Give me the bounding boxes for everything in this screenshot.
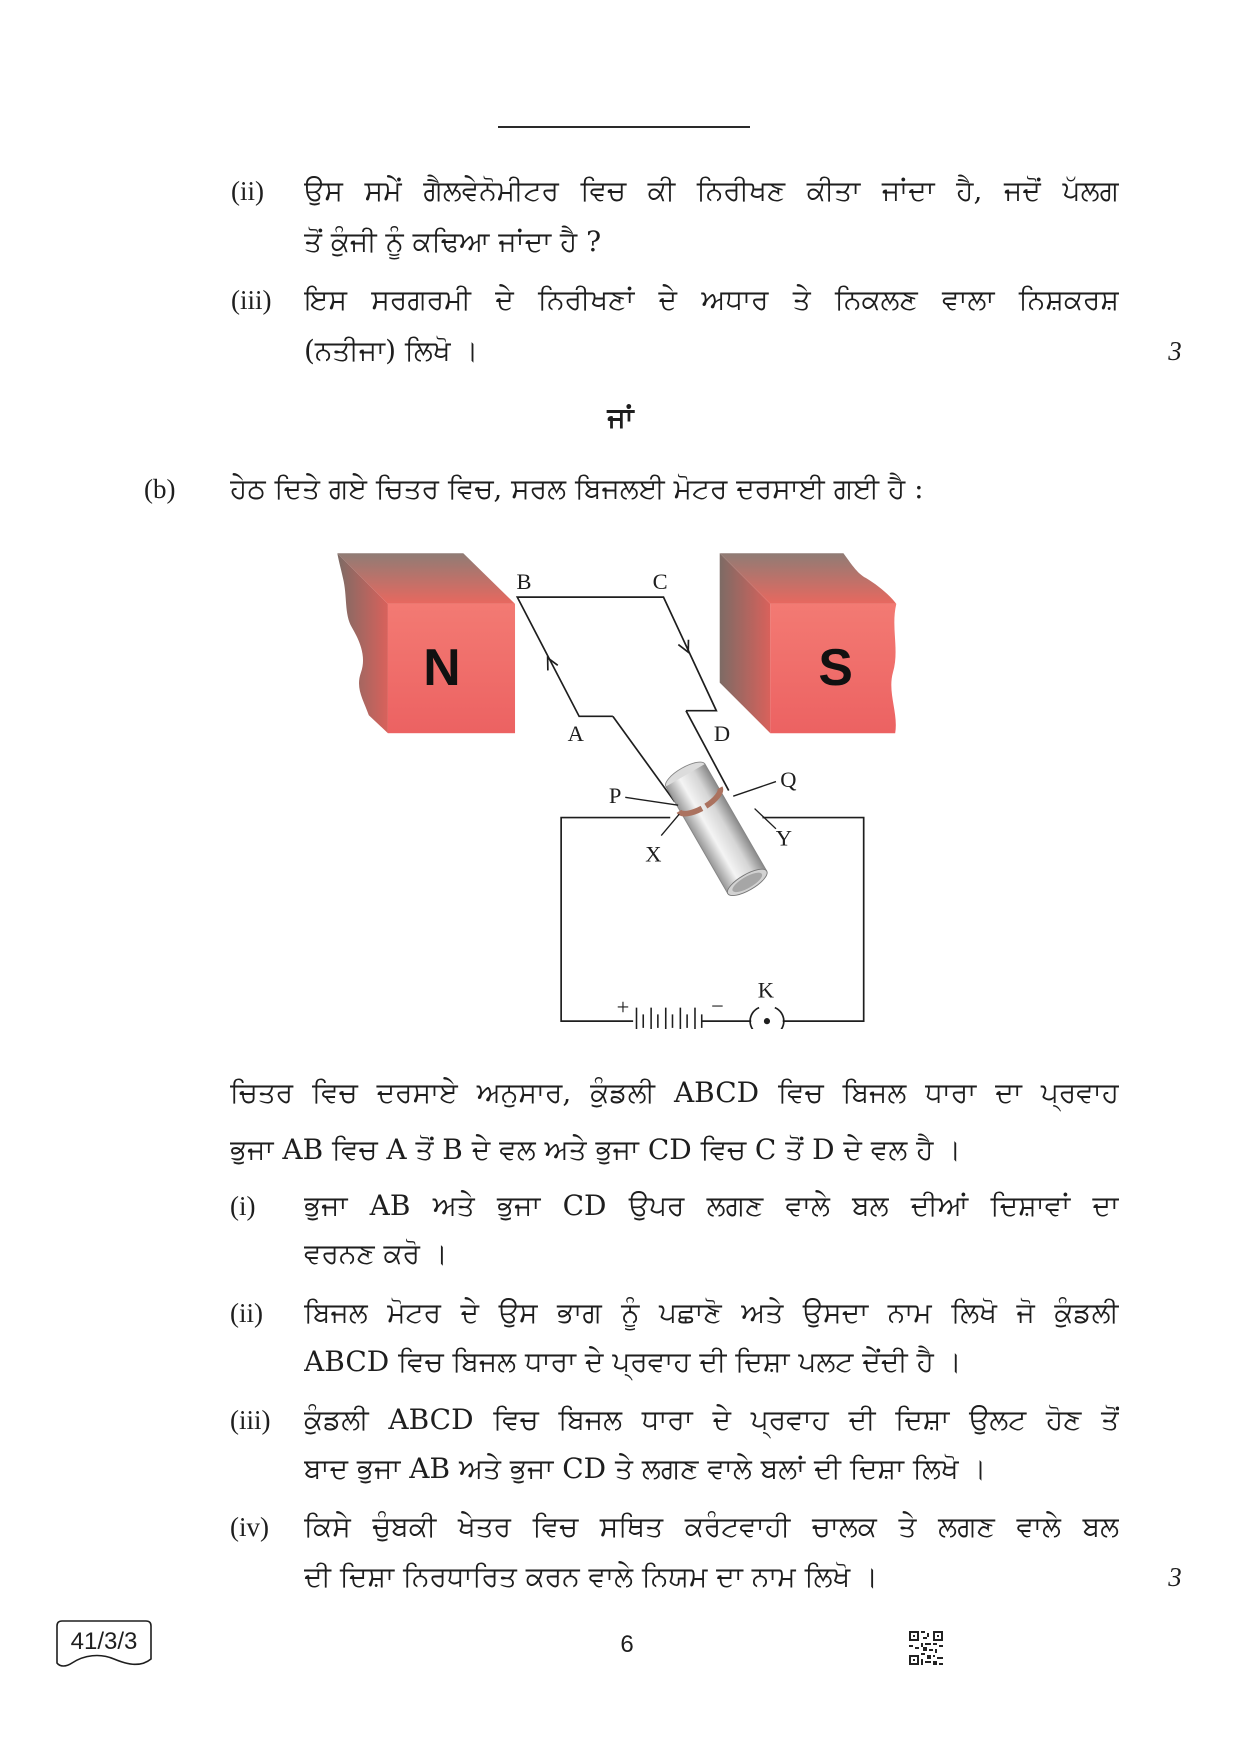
question-iii-line-1: ਇਸ ਸਰਗਰਮੀ ਦੇ ਨਿਰੀਖਣਾਂ ਦੇ ਅਧਾਰ ਤੇ ਨਿਕਲਣ ਵਾਲਾ ਨਿਸ਼ਕਰਸ਼	[304, 283, 1119, 316]
question-b-ii-line-2: ABCD ਵਿਚ ਬਿਜਲ ਧਾਰਾ ਦੇ ਪ੍ਰਵਾਹ ਦੀ ਦਿਸ਼ਾ ਪਲਟ ਦੇਂਦੀ ਹੈ ।	[304, 1345, 962, 1378]
electric-motor-figure	[337, 551, 900, 1029]
separator-line	[498, 126, 750, 128]
question-b-i-label: (i)	[230, 1191, 256, 1221]
magnet-n-letter: N	[423, 637, 461, 696]
question-b-ii-line-1: ਬਿਜਲ ਮੋਟਰ ਦੇ ਉਸ ਭਾਗ ਨੂੰ ਪਛਾਣੋ ਅਤੇ ਉਸਦਾ ਨਾਮ ਲਿਖੋ ਜੋ ਕੁੰਡਲੀ	[304, 1296, 1119, 1329]
question-b-i-line-1: ਭੁਜਾ AB ਅਤੇ ਭੁਜਾ CD ਉਪਰ ਲਗਣ ਵਾਲੇ ਬਲ ਦੀਆਂ ਦਿਸ਼ਾਵਾਂ ਦਾ	[304, 1189, 1119, 1222]
question-iii-label: (iii)	[231, 285, 272, 315]
question-b-iii-label: (iii)	[230, 1405, 271, 1435]
question-b-iv-label: (iv)	[230, 1512, 269, 1542]
question-ii-line-2: ਤੋਂ ਕੁੰਜੀ ਨੂੰ ਕਢਿਆ ਜਾਂਦਾ ਹੈ ?	[304, 225, 602, 258]
plug-key-left-arc	[750, 1008, 759, 1029]
pointer-p	[625, 797, 678, 805]
pointer-q	[733, 782, 776, 797]
label-q: Q	[780, 767, 797, 793]
question-ii-line-1: ਉਸ ਸਮੇਂ ਗੈਲਵੇਨੋਮੀਟਰ ਵਿਚ ਕੀ ਨਿਰੀਖਣ ਕੀਤਾ ਜਾਂਦਾ ਹੈ, ਜਦੋਂ ਪੱਲਗ	[304, 174, 1119, 207]
plug-key-icon	[750, 1008, 784, 1029]
magnet-s	[720, 553, 897, 733]
question-iii-line-2: (ਨਤੀਜਾ) ਲਿਖੋ ।	[304, 334, 479, 367]
part-b-paragraph-line-1: ਚਿਤਰ ਵਿਚ ਦਰਸਾਏ ਅਨੁਸਾਰ, ਕੁੰਡਲੀ ABCD ਵਿਚ ਬਿਜਲ ਧਾਰਾ ਦਾ ਪ੍ਰਵਾਹ	[230, 1076, 1119, 1109]
qr-code-icon	[909, 1631, 943, 1665]
battery-plus-sign: +	[616, 994, 630, 1020]
or-separator: ਜਾਂ	[607, 401, 634, 434]
part-b-paragraph-line-2: ਭੁਜਾ AB ਵਿਚ A ਤੋਂ B ਦੇ ਵਲ ਅਤੇ ਭੁਜਾ CD ਵਿਚ C ਤੋਂ D ਦੇ ਵਲ ਹੈ ।	[230, 1133, 962, 1166]
label-y: Y	[775, 825, 792, 851]
label-p: P	[608, 782, 622, 808]
question-b-iv-line-1: ਕਿਸੇ ਚੁੰਬਕੀ ਖੇਤਰ ਵਿਚ ਸਥਿਤ ਕਰੰਟਵਾਹੀ ਚਾਲਕ ਤੇ ਲਗਣ ਵਾਲੇ ਬਲ	[304, 1510, 1119, 1543]
question-b-ii-label: (ii)	[230, 1298, 263, 1328]
label-x: X	[645, 841, 662, 867]
part-b-intro: ਹੇਠ ਦਿਤੇ ਗਏ ਚਿਤਰ ਵਿਚ, ਸਰਲ ਬਿਜਲਈ ਮੋਟਰ ਦਰਸਾਈ ਗਈ ਹੈ :	[230, 472, 924, 505]
question-b-iv-line-2: ਦੀ ਦਿਸ਼ਾ ਨਿਰਧਾਰਿਤ ਕਰਨ ਵਾਲੇ ਨਿਯਮ ਦਾ ਨਾਮ ਲਿਖੋ ।	[304, 1560, 879, 1593]
page-number: 6	[620, 1631, 634, 1658]
battery	[636, 1008, 701, 1029]
pointer-y	[755, 809, 776, 829]
magnet-s-letter: S	[818, 637, 853, 696]
question-b-iii-line-2: ਬਾਦ ਭੁਜਾ AB ਅਤੇ ਭੁਜਾ CD ਤੇ ਲਗਣ ਵਾਲੇ ਬਲਾਂ ਦੀ ਦਿਸ਼ਾ ਲਿਖੋ ।	[304, 1452, 987, 1485]
label-b: B	[516, 569, 532, 595]
plug-key-dot	[765, 1019, 769, 1023]
label-a: A	[567, 721, 584, 747]
paper-code: 41/3/3	[70, 1628, 138, 1655]
label-d: D	[713, 721, 731, 747]
magnet-n	[337, 553, 515, 733]
label-k: K	[757, 977, 774, 1003]
question-b-i-line-2: ਵਰਨਣ ਕਰੋ ।	[304, 1237, 448, 1270]
coil-lead-left	[613, 716, 675, 801]
question-b-iii-line-1: ਕੁੰਡਲੀ ABCD ਵਿਚ ਬਿਜਲ ਧਾਰਾ ਦੇ ਪ੍ਰਵਾਹ ਦੀ ਦਿਸ਼ਾ ਉਲਟ ਹੋਣ ਤੋਂ	[304, 1403, 1119, 1436]
label-c: C	[652, 569, 668, 595]
part-b-label: (b)	[144, 474, 176, 504]
marks-part-b: 3	[1168, 1562, 1182, 1592]
commutator	[661, 757, 772, 901]
battery-minus-sign: −	[711, 993, 724, 1019]
plug-key-right-arc	[775, 1008, 784, 1029]
question-ii-label: (ii)	[231, 176, 264, 206]
marks-top: 3	[1168, 336, 1182, 366]
